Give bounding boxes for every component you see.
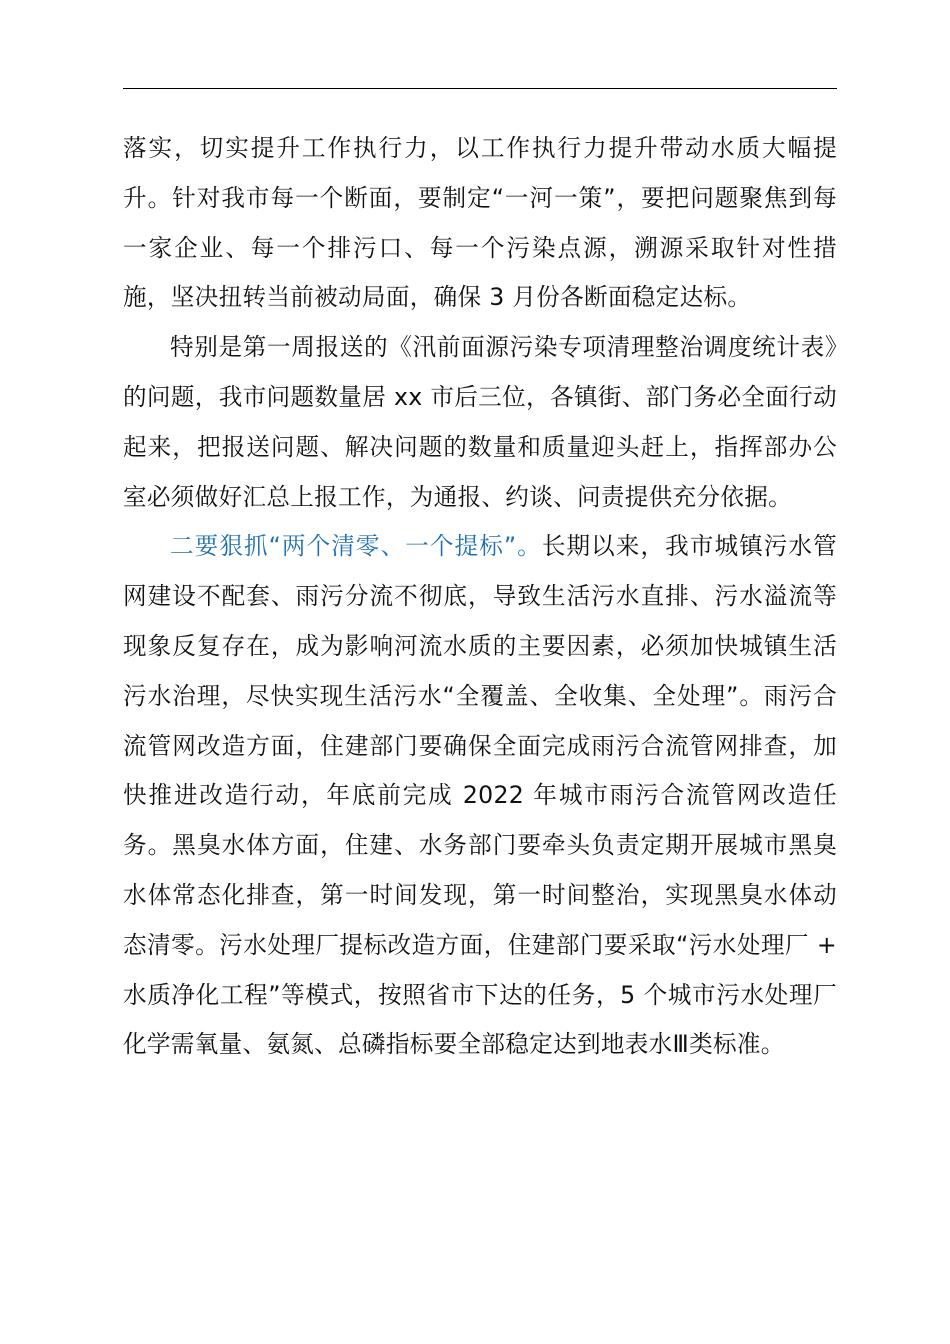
paragraph-statistics-report: 特别是第一周报送的《汛前面源污染专项清理整治调度统计表》的问题，我市问题数量居 xx 市后三位，各镇街、部门务必全面行动起来，把报送问题、解决问题的数量和质量迎头赶上，指挥部办公室必须做好汇总上报工作，为通报、约谈、问责提供充分依据。 <box>123 333 837 511</box>
section-heading-two-zero-one-standard: 二要狠抓“两个清零、一个提标”。 <box>170 532 542 561</box>
document-body <box>123 124 837 1070</box>
paragraph-body-text: 长期以来，我市城镇污水管网建设不配套、雨污分流不彻底，导致生活污水直排、污水溢流等现象反复存在，成为影响河流水质的主要因素，必须加快城镇生活污水治理，尽快实现生活污水“全覆盖、全收集、全处理”。雨污合流管网改造方面，住建部门要确保全面完成雨污合流管网排查，加快推进改造行动，年底前完成 2022 年城市雨污合流管网改造任务。黑臭水体方面，住建、水务部门要牵头负责定期开展城市黑臭水体常态化排查，第一时间发现，第一时间整治，实现黑臭水体动态清零。污水处理厂提标改造方面，住建部门要采取“污水处理厂 + 水质净化工程”等模式，按照省市下达的任务，5 个城市污水处理厂化学需氧量、氨氮、总磷指标要全部稳定达到地表水Ⅲ类标准。 <box>123 532 837 1059</box>
paragraph-continuation: 落实，切实提升工作执行力，以工作执行力提升带动水质大幅提升。针对我市每一个断面，要制定“一河一策”，要把问题聚焦到每一家企业、每一个排污口、每一个污染点源，溯源采取针对性措施，坚决扭转当前被动局面，确保 3 月份各断面稳定达标。 <box>123 134 837 312</box>
header-rule <box>123 88 837 89</box>
paragraph-sewage-treatment <box>123 522 837 1070</box>
